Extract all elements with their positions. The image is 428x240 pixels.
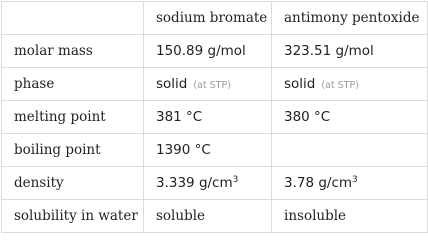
row-label: density bbox=[2, 167, 144, 200]
value-cell: 381 °C bbox=[144, 101, 272, 134]
value-cell: insoluble bbox=[272, 200, 428, 233]
value-cell bbox=[272, 134, 428, 167]
row-label: phase bbox=[2, 68, 144, 101]
row-label: melting point bbox=[2, 101, 144, 134]
density-exponent: 3 bbox=[232, 175, 239, 185]
table-row bbox=[2, 167, 428, 200]
column-header-antimony-pentoxide: antimony pentoxide bbox=[272, 2, 428, 35]
row-label: boiling point bbox=[2, 134, 144, 167]
table-row bbox=[2, 101, 428, 134]
table-row bbox=[2, 68, 428, 101]
table-row bbox=[2, 200, 428, 233]
phase-note: (at STP) bbox=[321, 80, 359, 91]
value-cell: 380 °C bbox=[272, 101, 428, 134]
value-cell: soluble bbox=[144, 200, 272, 233]
table-row bbox=[2, 35, 428, 68]
value-cell: 1390 °C bbox=[144, 134, 272, 167]
row-label: molar mass bbox=[2, 35, 144, 68]
value-cell bbox=[144, 167, 272, 200]
corner-cell bbox=[2, 2, 144, 35]
density-exponent: 3 bbox=[352, 175, 358, 185]
phase-note: (at STP) bbox=[193, 80, 231, 91]
phase-value: solid bbox=[156, 76, 188, 92]
value-cell: 150.89 g/mol bbox=[144, 35, 272, 68]
value-cell bbox=[144, 68, 272, 101]
density-value: 3.78 g/cm bbox=[284, 175, 353, 191]
row-label: solubility in water bbox=[2, 200, 144, 233]
header-row bbox=[2, 2, 428, 35]
phase-value: solid bbox=[284, 76, 316, 92]
comparison-table bbox=[1, 1, 428, 233]
table-row bbox=[2, 134, 428, 167]
column-header-sodium-bromate: sodium bromate bbox=[144, 2, 272, 35]
value-cell bbox=[272, 167, 428, 200]
value-cell: 323.51 g/mol bbox=[272, 35, 428, 68]
density-value: 3.339 g/cm bbox=[156, 175, 233, 191]
value-cell bbox=[272, 68, 428, 101]
